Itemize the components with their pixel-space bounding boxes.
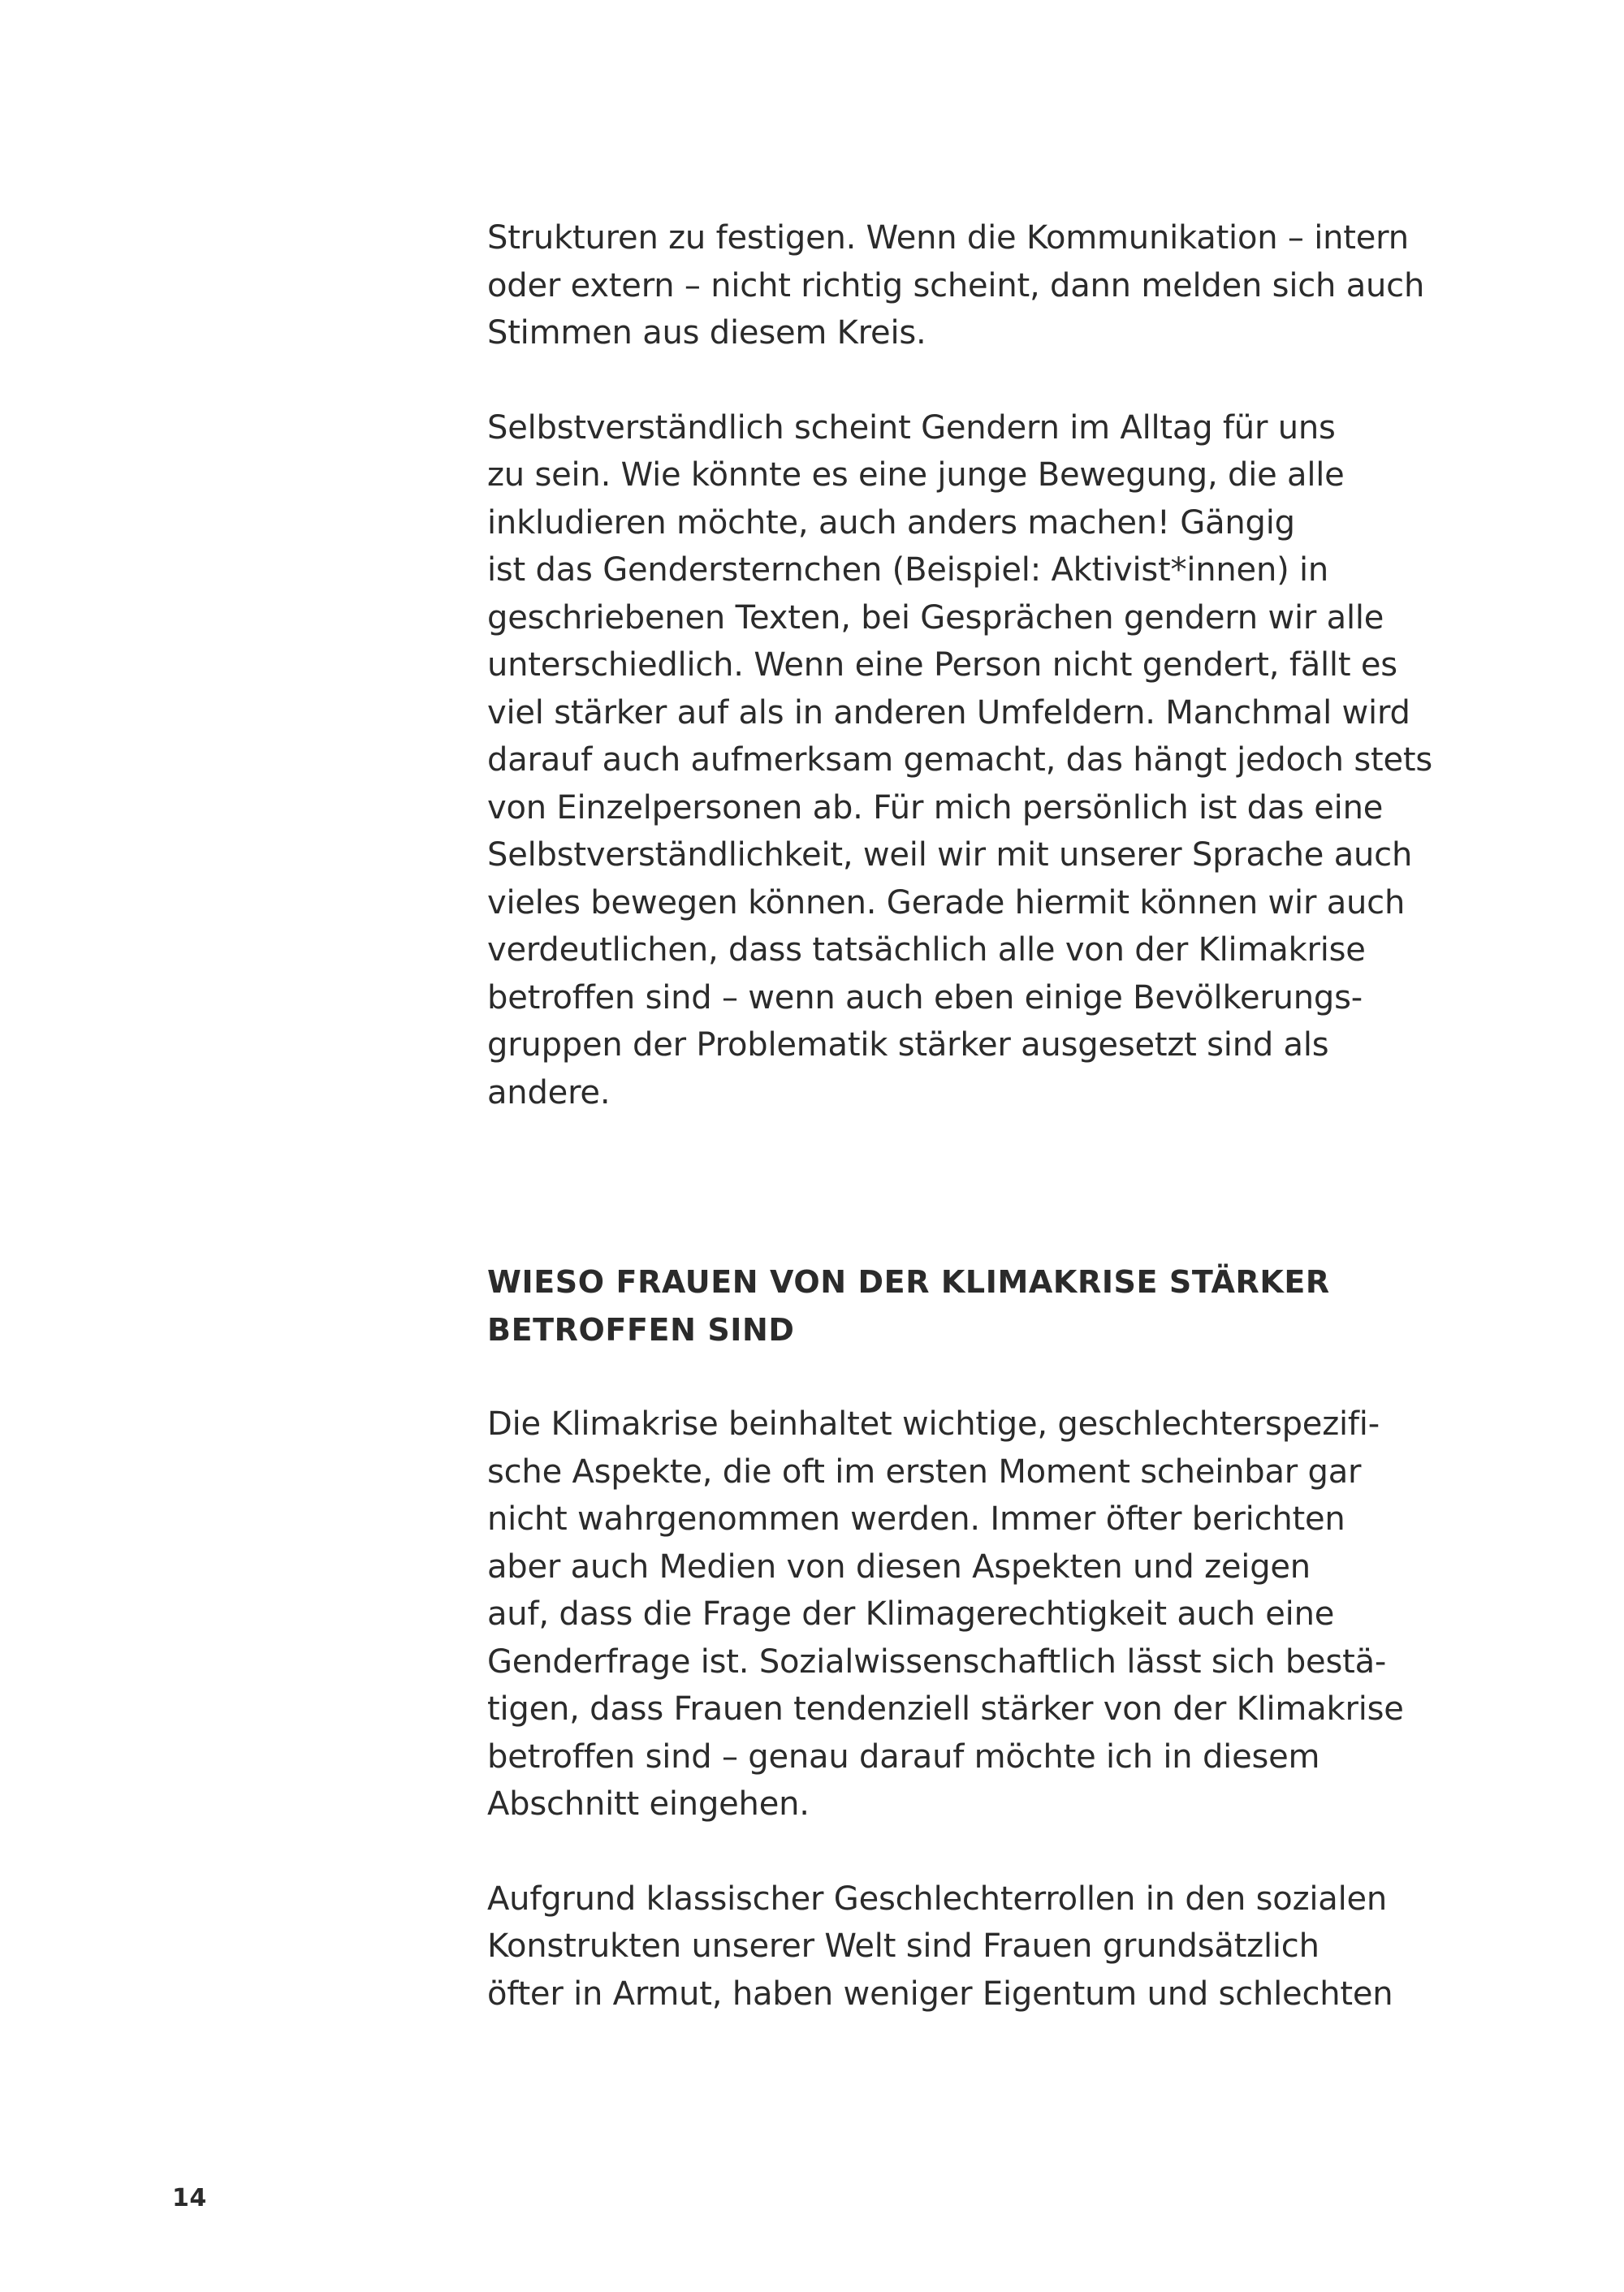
text-line: öfter in Armut, haben weniger Eigentum und schlechten xyxy=(487,1975,1393,2013)
text-line: Strukturen zu festigen. Wenn die Kommunikation – intern xyxy=(487,219,1409,257)
text-line: oder extern – nicht richtig scheint, dann melden sich auch xyxy=(487,266,1425,304)
text-column xyxy=(487,214,1432,2018)
text-line: ist das Gendersternchen (Beispiel: Aktivist*innen) in xyxy=(487,551,1329,589)
paragraph xyxy=(487,1875,1429,2018)
text-line: tigen, dass Frauen tendenziell stärker von der Klimakrise xyxy=(487,1690,1404,1728)
page-number: 14 xyxy=(172,2184,207,2212)
text-line: Konstrukten unserer Welt sind Frauen grundsätzlich xyxy=(487,1927,1320,1965)
paragraph xyxy=(487,404,1432,1117)
text-line: darauf auch aufmerksam gemacht, das hängt jedoch stets xyxy=(487,741,1432,779)
text-line: inkludieren möchte, auch anders machen! Gängig xyxy=(487,503,1295,542)
text-line: gruppen der Problematik stärker ausgesetzt sind als xyxy=(487,1026,1329,1064)
text-line: aber auch Medien von diesen Aspekten und zeigen xyxy=(487,1547,1311,1586)
paragraph xyxy=(487,1401,1429,1828)
section-heading xyxy=(487,1258,1429,1353)
text-line: zu sein. Wie könnte es eine junge Bewegung, die alle xyxy=(487,456,1345,494)
text-line: viel stärker auf als in anderen Umfeldern. Manchmal wird xyxy=(487,693,1410,732)
text-line: Selbstverständlichkeit, weil wir mit unserer Sprache auch xyxy=(487,836,1413,874)
text-line: Stimmen aus diesem Kreis. xyxy=(487,314,926,352)
text-line: Selbstverständlich scheint Gendern im Alltag für uns xyxy=(487,408,1336,447)
text-line: Aufgrund klassischer Geschlechterrollen in den sozialen xyxy=(487,1880,1388,1918)
text-line: von Einzelpersonen ab. Für mich persönlich ist das eine xyxy=(487,788,1384,827)
text-line: betroffen sind – genau darauf möchte ich in diesem xyxy=(487,1737,1320,1776)
text-line: verdeutlichen, dass tatsächlich alle von der Klimakrise xyxy=(487,931,1366,969)
text-line: nicht wahrgenommen werden. Immer öfter berichten xyxy=(487,1500,1345,1538)
text-line: betroffen sind – wenn auch eben einige Bevölkerungs- xyxy=(487,978,1363,1017)
text-line: Abschnitt eingehen. xyxy=(487,1785,810,1823)
text-line: Die Klimakrise beinhaltet wichtige, geschlechterspezifi- xyxy=(487,1405,1380,1443)
text-line: geschriebenen Texten, bei Gesprächen gendern wir alle xyxy=(487,598,1384,637)
heading-line: WIESO FRAUEN VON DER KLIMAKRISE STÄRKER xyxy=(487,1264,1330,1300)
text-line: Genderfrage ist. Sozialwissenschaftlich lässt sich bestä- xyxy=(487,1642,1387,1681)
text-line: vieles bewegen können. Gerade hiermit können wir auch xyxy=(487,883,1406,922)
text-line: sche Aspekte, die oft im ersten Moment scheinbar gar xyxy=(487,1452,1362,1491)
text-line: andere. xyxy=(487,1073,611,1111)
heading-line: BETROFFEN SIND xyxy=(487,1311,795,1348)
paragraph xyxy=(487,214,1429,357)
text-line: unterschiedlich. Wenn eine Person nicht gendert, fällt es xyxy=(487,646,1397,684)
text-line: auf, dass die Frage der Klimagerechtigkeit auch eine xyxy=(487,1595,1335,1633)
